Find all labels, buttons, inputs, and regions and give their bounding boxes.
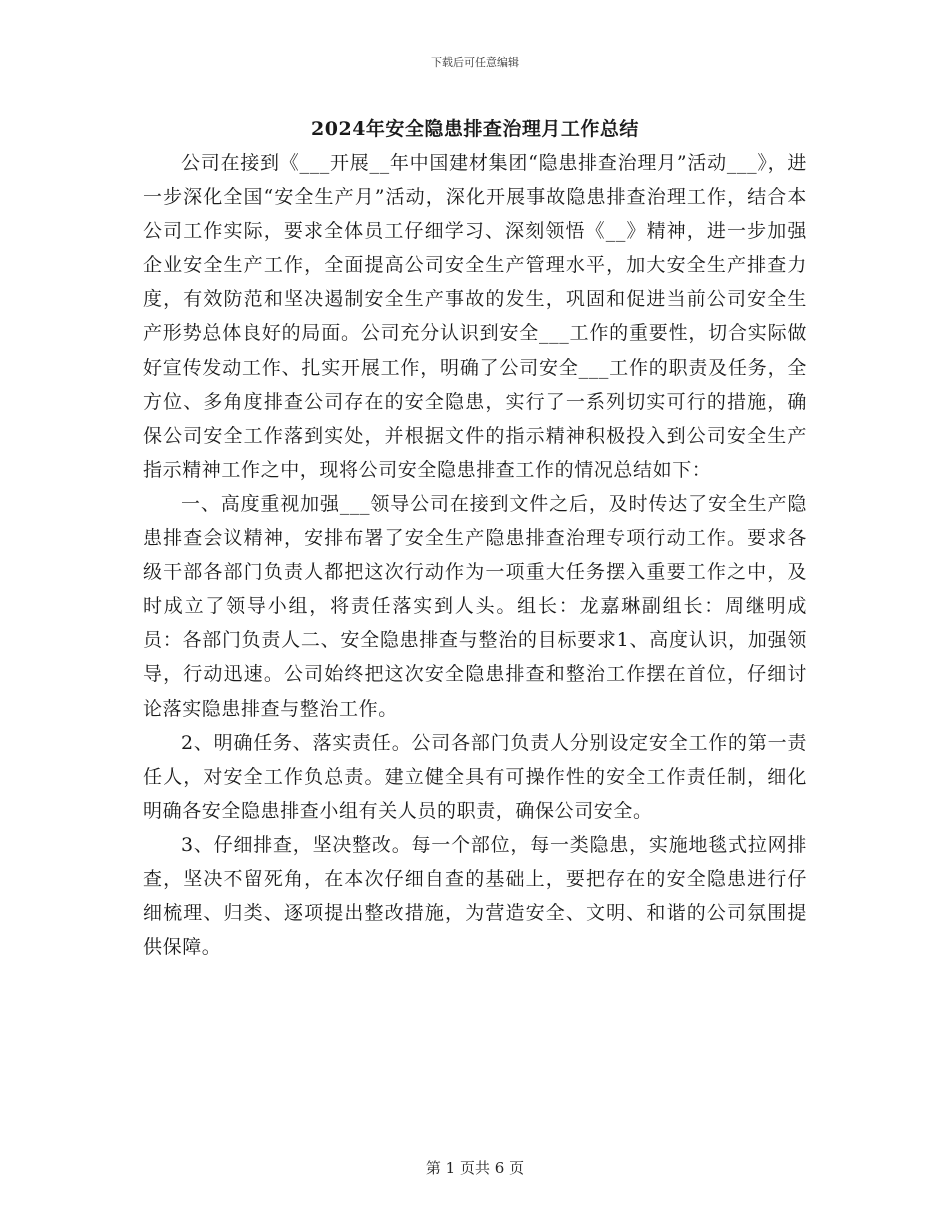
paragraph-item-3: 3、仔细排查，坚决整改。每一个部位，每一类隐患，实施地毯式拉网排查，坚决不留死角，在本次仔细自查的基础上，要把存在的安全隐患进行仔细梳理、归类、逐项提出整改措施，为营造安全、文明、和谐的公司氛围提供保障。 bbox=[143, 833, 807, 959]
paragraph-item-2: 2、明确任务、落实责任。公司各部门负责人分别设定安全工作的第一责任人，对安全工作负总责。建立健全具有可操作性的安全工作责任制，细化明确各安全隐患排查小组有关人员的职责，确保公司安全。 bbox=[143, 731, 807, 822]
document-title: 2024年安全隐患排查治理月工作总结 bbox=[311, 118, 639, 140]
paragraph-intro: 公司在接到《___开展__年中国建材集团“隐患排查治理月”活动___》，进一步深化全国“安全生产月”活动，深化开展事故隐患排查治理工作，结合本公司工作实际，要求全体员工仔细学习、深刻领悟《__》精神，进一步加强企业安全生产工作，全面提高公司安全生产管理水平，加大安全生产排查力度，有效防范和坚决遏制安全生产事故的发生，巩固和促进当前公司安全生产形势总体良好的局面。公司充分认识到安全___工作的重要性，切合实际做好宣传发动工作、扎实开展工作，明确了公司安全___工作的职责及任务，全方位、多角度排查公司存在的安全隐患，实行了一系列切实可行的措施，确保公司安全工作落到实处，并根据文件的指示精神积极投入到公司安全生产指示精神工作之中，现将公司安全隐患排查工作的情况总结如下： bbox=[143, 152, 807, 481]
page-number-footer: 第 1 页共 6 页 bbox=[425, 1159, 525, 1177]
header-note: 下载后可任意编辑 bbox=[431, 56, 519, 69]
document-body bbox=[143, 146, 807, 964]
paragraph-section-1: 一、高度重视加强___领导公司在接到文件之后，及时传达了安全生产隐患排查会议精神，安排布署了安全生产隐患排查治理专项行动工作。要求各级干部各部门负责人都把这次行动作为一项重大任务摆入重要工作之中，及时成立了领导小组，将责任落实到人头。组长：龙嘉琳副组长：周继明成员：各部门负责人二、安全隐患排查与整治的目标要求1、高度认识，加强领导，行动迅速。公司始终把这次安全隐患排查和整治工作摆在首位，仔细讨论落实隐患排查与整治工作。 bbox=[143, 492, 807, 720]
